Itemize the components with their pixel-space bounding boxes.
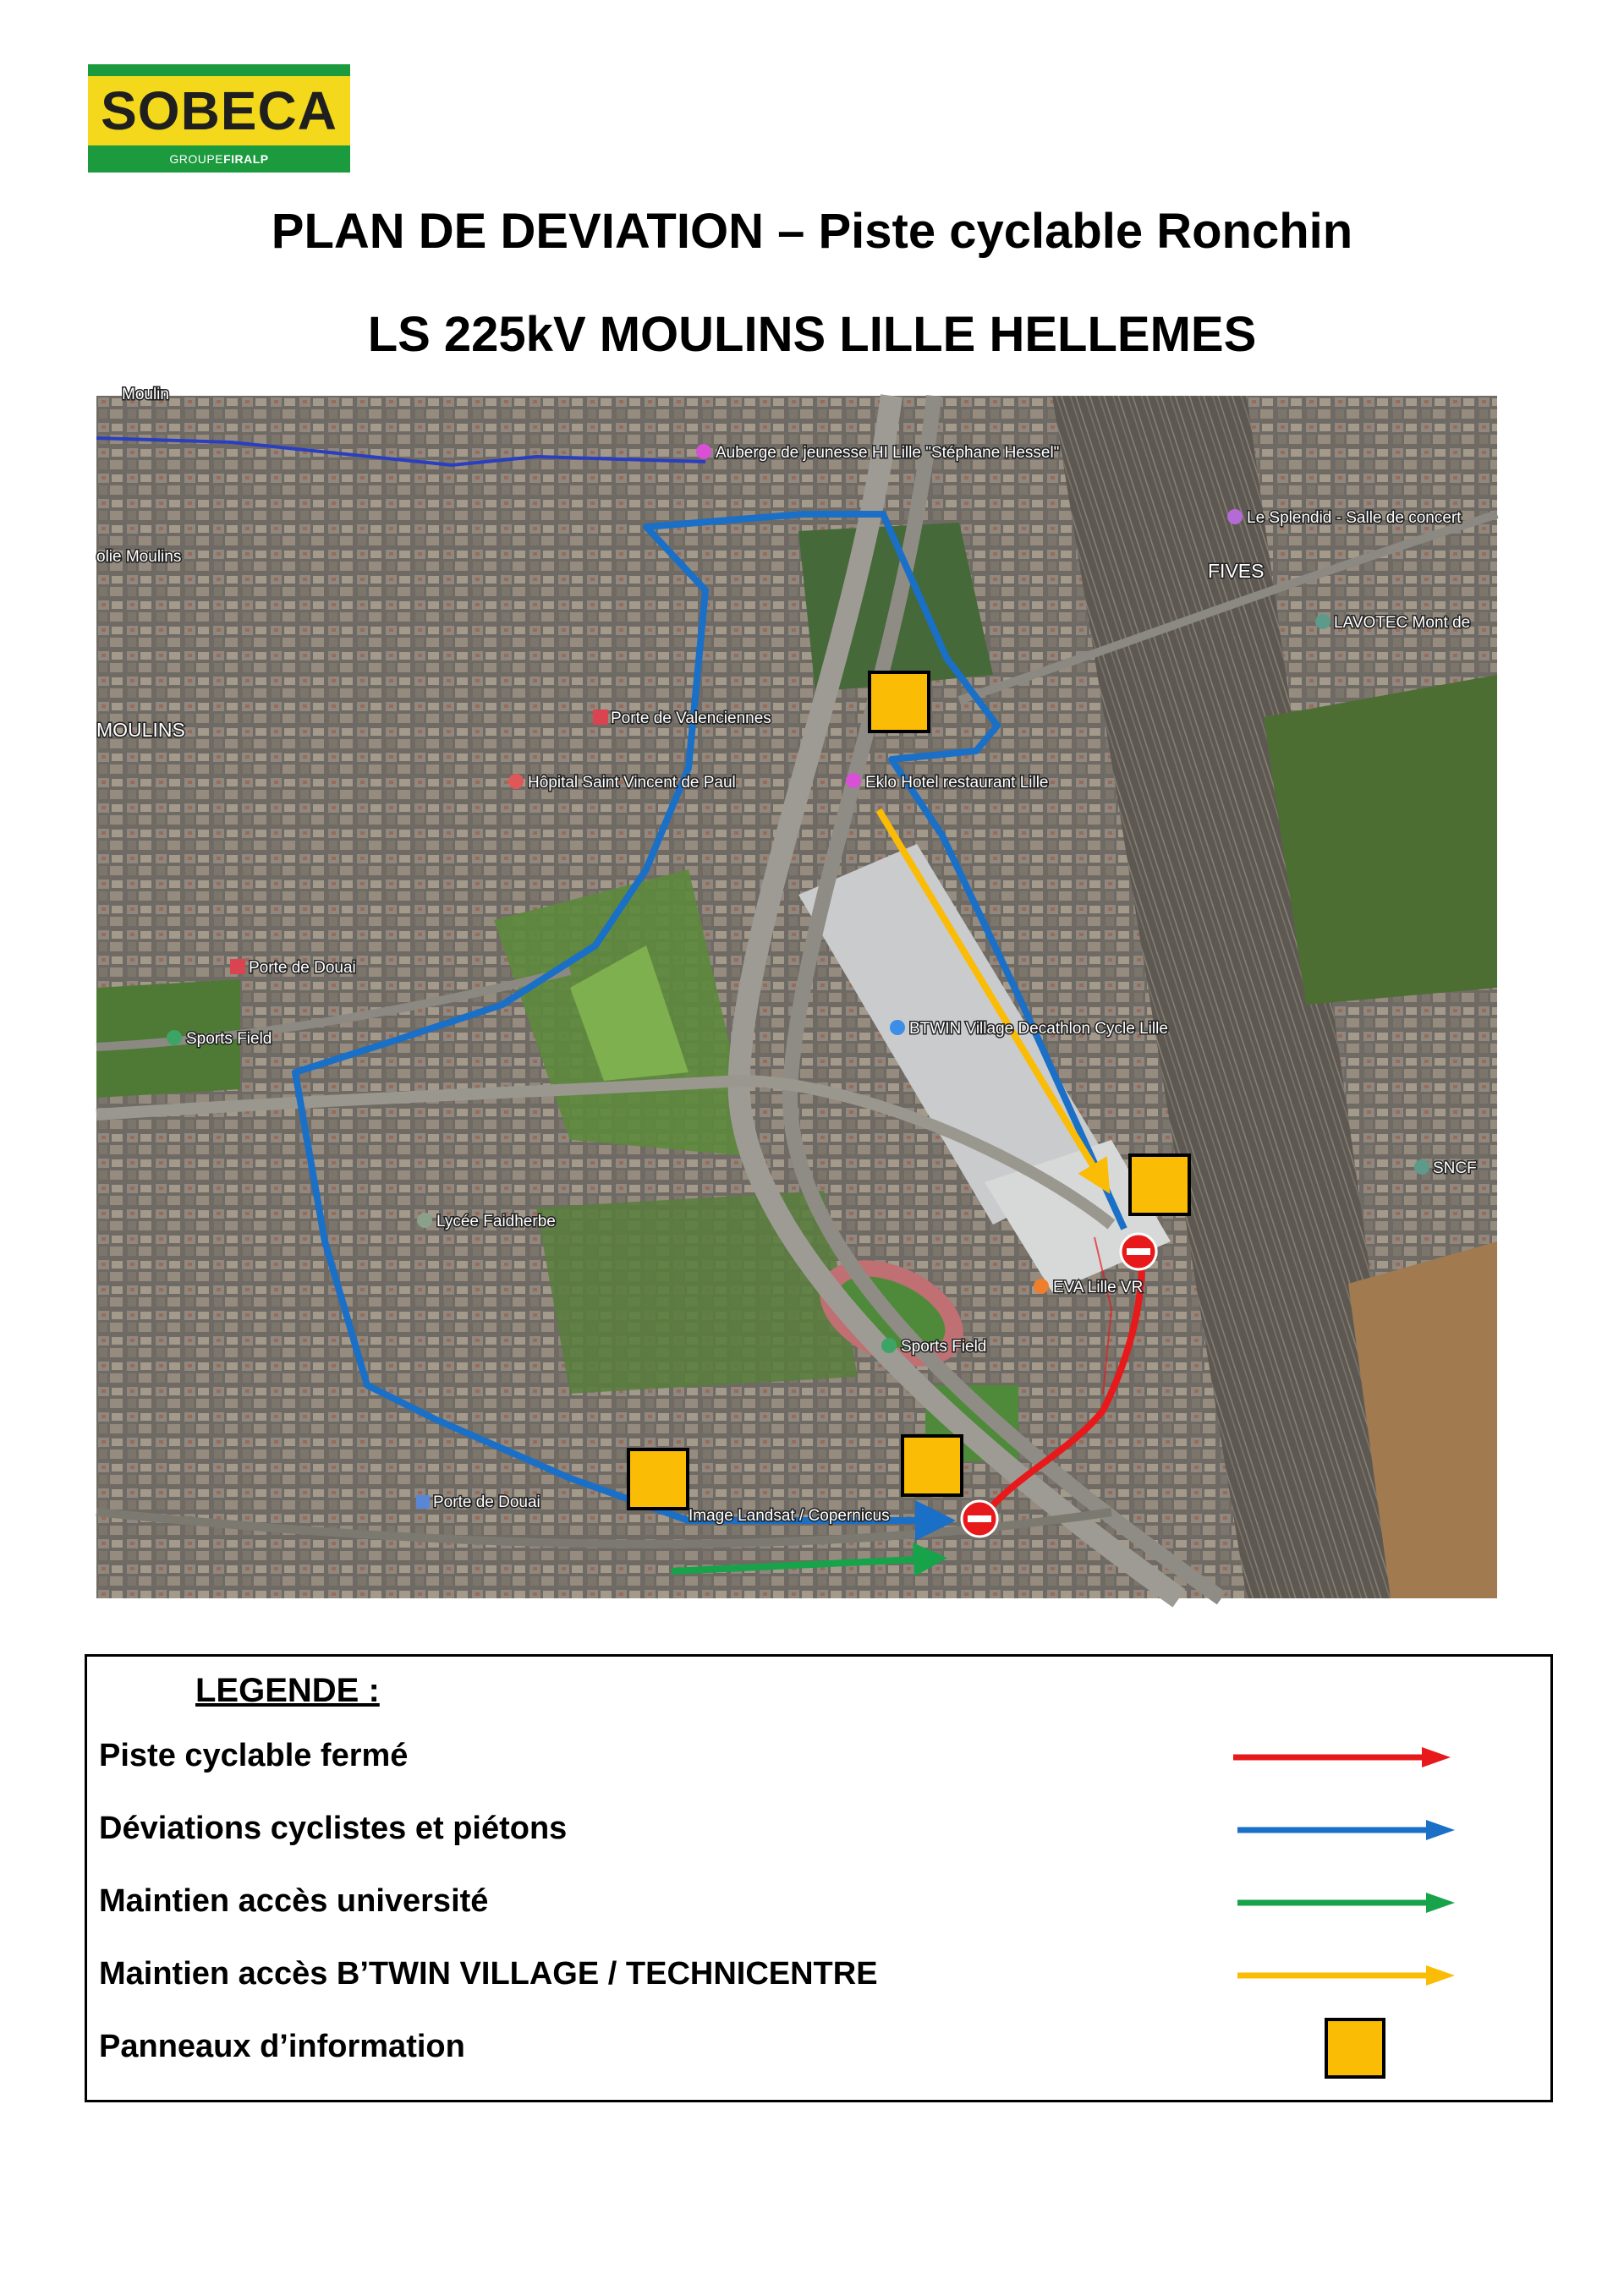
label-hopital: Hôpital Saint Vincent de Paul (528, 774, 736, 792)
legend-label-closed: Piste cyclable fermé (99, 1738, 409, 1773)
label-eklo: Eklo Hotel restaurant Lille (865, 774, 1049, 792)
sports-pin-icon (167, 1030, 182, 1045)
label-moulins: MOULINS (96, 719, 185, 741)
shop-pin-icon (890, 1020, 905, 1035)
page-title: PLAN DE DEVIATION – Piste cyclable Ronchin (271, 204, 1353, 259)
info-panel-south[interactable] (903, 1436, 962, 1495)
label-auberge: Auberge de jeunesse HI Lille "Stéphane Hessel" (716, 444, 1060, 462)
eva-pin-icon (1034, 1279, 1049, 1294)
school-pin-icon (417, 1213, 432, 1228)
label-btwin: BTWIN Village Decathlon Cycle Lille (909, 1020, 1168, 1038)
logo-group-name: FIRALP (223, 152, 269, 166)
label-moulins-partial: olie Moulins (96, 548, 182, 566)
map-canvas (96, 386, 1497, 1598)
legend-title: LEGENDE : (195, 1672, 380, 1709)
legend-arrow-red (1229, 1745, 1457, 1770)
logo-brand-band (88, 76, 350, 145)
hospital-pin-icon (508, 774, 524, 789)
label-porte-douai-metro: Porte de Douai (249, 959, 356, 977)
logo-top-bar (88, 64, 350, 76)
label-splendid: Le Splendid - Salle de concert (1247, 509, 1462, 527)
logo-group-band (88, 145, 350, 173)
sobeca-logo (88, 64, 350, 173)
legend-arrow-yellow (1229, 1963, 1457, 1988)
hotel-pin-icon (846, 773, 861, 788)
green-patch-east (1264, 675, 1497, 1005)
bus-stop-icon (416, 1495, 430, 1509)
label-porte-valenciennes: Porte de Valenciennes (611, 710, 771, 727)
label-lavotec: LAVOTEC Mont de (1334, 614, 1471, 632)
lavotec-pin-icon (1315, 614, 1330, 629)
hostel-pin-icon (696, 444, 711, 459)
page-subtitle: LS 225kV MOULINS LILLE HELLEMES (367, 307, 1257, 362)
legend-label-university: Maintien accès université (99, 1883, 489, 1919)
label-fives: FIVES (1208, 560, 1265, 582)
label-sports-field-2: Sports Field (901, 1338, 987, 1356)
legend-arrow-blue (1229, 1817, 1457, 1843)
logo-group-prefix: GROUPE (169, 152, 224, 166)
legend-info-panel-square (1325, 2018, 1385, 2079)
info-panel-technicentre[interactable] (1130, 1155, 1189, 1214)
no-entry-icon-north (1121, 1234, 1156, 1269)
no-entry-icon-south (962, 1501, 997, 1537)
metro-valenciennes-icon (593, 710, 608, 725)
legend-arrow-green (1229, 1890, 1457, 1915)
sncf-pin-icon (1414, 1159, 1429, 1175)
label-lycee: Lycée Faidherbe (436, 1213, 556, 1230)
info-panel-university[interactable] (628, 1449, 688, 1509)
label-porte-douai-bus: Porte de Douai (433, 1493, 540, 1511)
label-sncf: SNCF (1433, 1159, 1477, 1177)
label-top-left: Moulin (122, 386, 169, 403)
aerial-map[interactable] (96, 386, 1497, 1598)
sports-pin-2-icon (881, 1338, 897, 1353)
metro-douai-icon (230, 959, 245, 974)
label-eva: EVA Lille VR (1053, 1279, 1144, 1296)
concert-pin-icon (1227, 509, 1243, 524)
legend-label-panels: Panneaux d’information (99, 2029, 465, 2064)
legend-box (85, 1654, 1553, 2102)
logo-brand: SOBECA (101, 80, 337, 141)
university-greens (536, 1191, 858, 1394)
legend-label-btwin: Maintien accès B’TWIN VILLAGE / TECHNICENTRE (99, 1956, 878, 1992)
label-sports-field-1: Sports Field (186, 1030, 272, 1048)
logo-group (169, 152, 268, 166)
map-attribution: Image Landsat / Copernicus (689, 1507, 890, 1525)
legend-label-deviation: Déviations cyclistes et piétons (99, 1811, 568, 1846)
info-panel-eklo[interactable] (870, 672, 929, 732)
